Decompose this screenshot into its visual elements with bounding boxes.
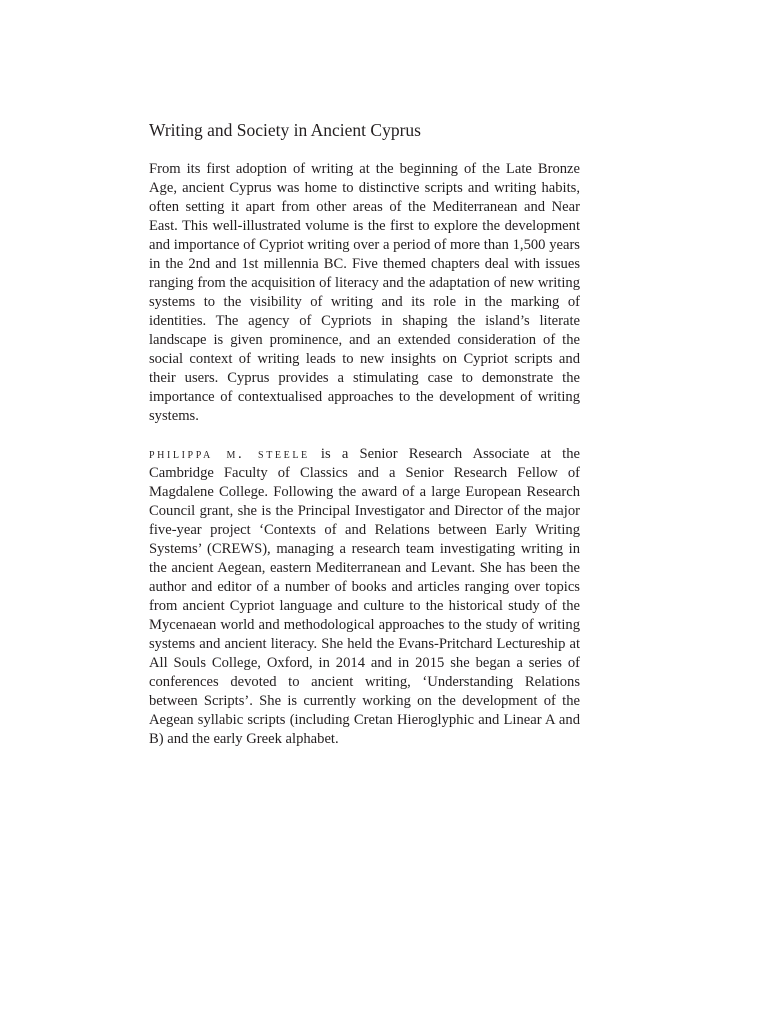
book-description: From its first adoption of writing at the beginning of the Late Bronze Age, ancient Cyprus was home to distinctive scripts and writing habits, often setting it apart from other areas of the Mediterranean and Near East. This well-illustrated volume is the first to explore the development and importance of Cypriot writing over a period of more than 1,500 years in the 2nd and 1st millennia BC. Five themed chapters deal with issues ranging from the acquisition of literacy and the adaptation of new writing systems to the visibility of writing and its role in the marking of identities. The agency of Cypriots in shaping the island’s literate landscape is given prominence, and an extended consideration of the social context of writing leads to new insights on Cypriot scripts and their users. Cyprus provides a stimulating case to demonstrate the importance of contextualised approaches to the development of writing systems.: [149, 161, 580, 424]
author-name: philippa m. steele: [149, 446, 310, 462]
author-biography: [149, 445, 580, 749]
blurb-text-block: [149, 118, 580, 749]
author-bio-text: is a Senior Research Associate at the Cambridge Faculty of Classics and a Senior Research Fellow of Magdalene College. Following the award of a large European Research Council grant, she is the Principal Investigator and Director of the major five-year project ‘Contexts of and Relations between Early Writing Systems’ (CREWS), managing a research team investigating writing in the ancient Aegean, eastern Mediterranean and Levant. She has been the author and editor of a number of books and articles ranging over topics from ancient Cypriot language and culture to the historical study of the Mycenaean world and methodological approaches to the study of writing systems and ancient literacy. She held the Evans-Pritchard Lectureship at All Souls College, Oxford, in 2014 and in 2015 she began a series of conferences devoted to ancient writing, ‘Understanding Relations between Scripts’. She is currently working on the development of the Aegean syllabic scripts (including Cretan Hieroglyphic and Linear A and B) and the early Greek alphabet.: [149, 446, 580, 747]
book-title: Writing and Society in Ancient Cyprus: [149, 120, 421, 140]
